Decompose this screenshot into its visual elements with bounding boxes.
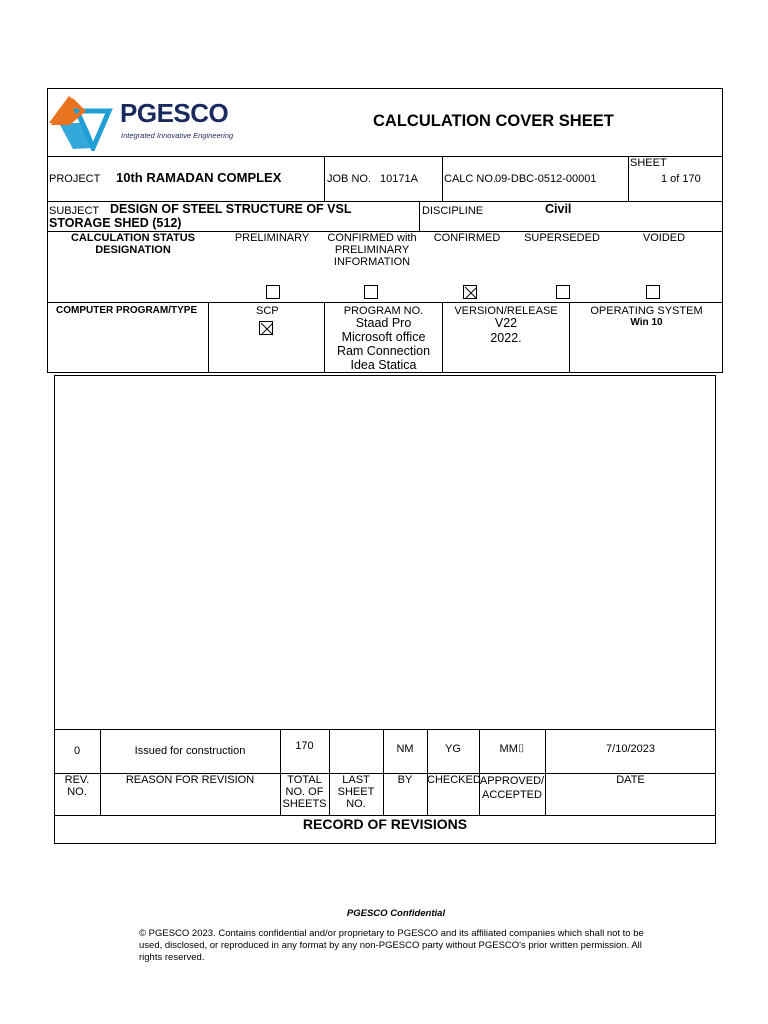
subject-line2: STORAGE SHED (512) (49, 216, 182, 230)
status-label-confirmed-prelim: CONFIRMED with PRELIMINARY INFORMATION (327, 232, 417, 268)
status-checkbox-preliminary[interactable] (266, 285, 280, 299)
reason-header: REASON FOR REVISION (125, 774, 255, 786)
confidential-label: PGESCO Confidential (346, 908, 446, 919)
rev-value: 0 (73, 745, 81, 757)
by-header: BY (397, 774, 413, 786)
copyright-notice: © PGESCO 2023. Contains confidential and/or proprietary to PGESCO and its affiliated companies which shall not to be used, disclosed, or reproduced in any format by any non-PGESCO party without PGESCO's prior written permission. All rights reserved. (139, 928, 644, 963)
status-label-voided: VOIDED (642, 232, 686, 244)
revisions-title: RECORD OF REVISIONS (302, 816, 468, 832)
by-value: NM (396, 743, 414, 755)
project-value: 10th RAMADAN COMPLEX (116, 170, 282, 185)
discipline-value: Civil (545, 202, 572, 216)
project-label: PROJECT (49, 173, 101, 185)
job-value: 10171A (380, 173, 418, 185)
discipline-label: DISCIPLINE (422, 205, 484, 217)
rev-header: REV. NO. (64, 774, 90, 798)
reason-value: Issued for construction (134, 745, 246, 757)
status-checkbox-confirmed[interactable] (463, 285, 477, 299)
program-1: Staad Pro (355, 316, 412, 330)
pgesco-logo (47, 93, 117, 151)
checked-header: CHECKED (427, 774, 481, 786)
checked-value: YG (445, 743, 461, 755)
page-title: CALCULATION COVER SHEET (373, 112, 614, 130)
job-label: JOB NO. (327, 173, 372, 185)
program-type-label: COMPUTER PROGRAM/TYPE (56, 305, 198, 316)
sheet-value: 1 of 170 (661, 173, 701, 185)
date-value: 7/10/2023 (606, 743, 655, 755)
calc-value: 09-DBC-0512-00001 (495, 173, 597, 185)
status-label-preliminary: PRELIMINARY (234, 232, 310, 244)
program-no-label: PROGRAM NO. (343, 305, 424, 317)
status-checkbox-confirmed-prelim[interactable] (364, 285, 378, 299)
checked-x-icon (464, 286, 478, 300)
version-label: VERSION/RELEASE (454, 305, 558, 317)
version-1: V22 (494, 316, 518, 330)
date-header: DATE (616, 774, 645, 786)
total-value: 170 (295, 740, 314, 752)
version-2: 2022. (490, 331, 522, 345)
program-4: Idea Statica (350, 358, 417, 372)
logo-diamond-icon (47, 93, 117, 151)
program-3: Ram Connection (336, 344, 431, 358)
brand-name: PGESCO (120, 98, 229, 128)
subject-label: SUBJECT (49, 205, 100, 217)
scp-checkbox[interactable] (259, 321, 273, 335)
subject-line1: DESIGN OF STEEL STRUCTURE OF VSL (110, 202, 352, 216)
status-checkbox-voided[interactable] (646, 285, 660, 299)
status-designation-label: CALCULATION STATUS DESIGNATION (70, 232, 196, 256)
approved-value: MM⌷ (499, 743, 525, 755)
approved-header: APPROVED/ ACCEPTED (479, 775, 545, 801)
status-label-confirmed: CONFIRMED (433, 232, 501, 244)
program-2: Microsoft office (341, 330, 426, 344)
last-header: LAST SHEET NO. (337, 774, 375, 810)
brand-tagline: Integrated Innovative Engineering (121, 131, 234, 140)
status-label-superseded: SUPERSEDED (524, 232, 600, 244)
calc-label: CALC NO. (444, 173, 496, 185)
sheet-label: SHEET (630, 157, 667, 169)
total-header: TOTAL NO. OF SHEETS (282, 774, 327, 810)
scp-label: SCP (256, 305, 279, 317)
os-label: OPERATING SYSTEM (590, 305, 703, 317)
checked-x-icon (260, 322, 274, 336)
status-checkbox-superseded[interactable] (556, 285, 570, 299)
os-value: Win 10 (630, 317, 663, 328)
